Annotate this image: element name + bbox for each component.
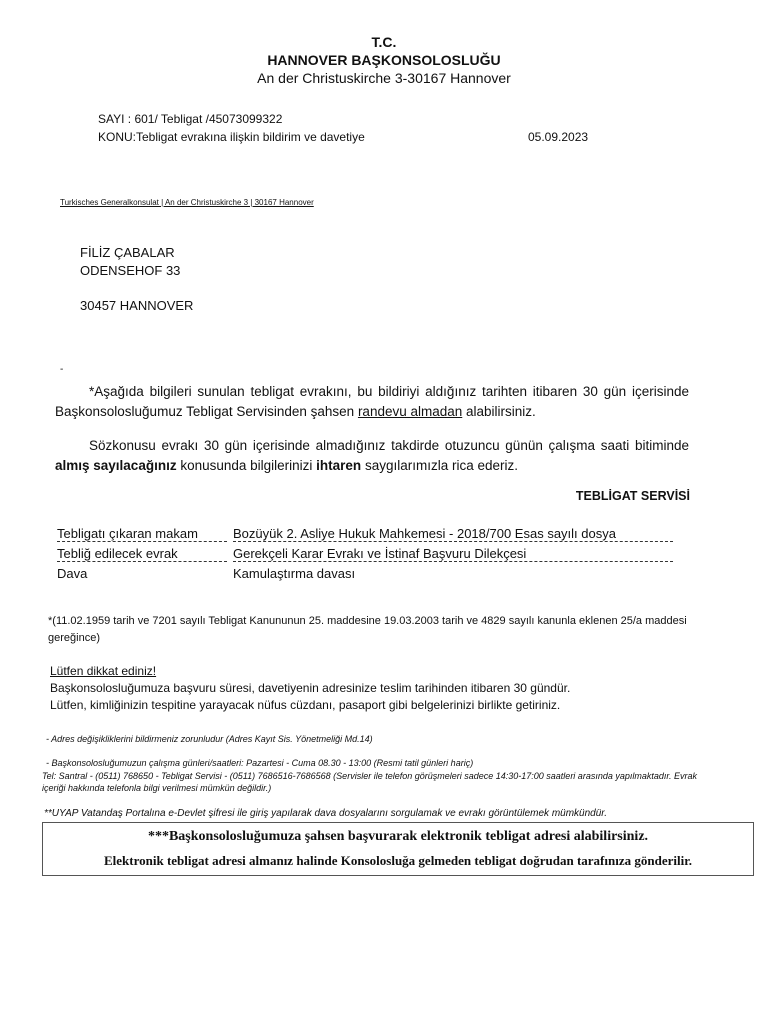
- detail-value-issuer: Bozüyük 2. Asliye Hukuk Mahkemesi - 2018/700 Esas sayılı dosya: [233, 526, 673, 542]
- legal-footnote: *(11.02.1959 tarih ve 7201 sayılı Tebligat Kanununun 25. maddesine 19.03.2003 tarih ve 4829 sayılı kanunla eklenen 25/a maddesi gereğince): [48, 615, 687, 644]
- notice-line-2: Lütfen, kimliğinizin tespitine yarayacak nüfus cüzdanı, pasaport gibi belgelerinizi birlikte getiriniz.: [50, 698, 561, 712]
- recipient-city: 30457 HANNOVER: [80, 298, 194, 313]
- paragraph-deadline: Sözkonusu evrakı 30 gün içerisinde almadığınız takdirde otuzuncu günün çalışma saati bitiminde almış sayılacağınız konusunda bilgilerinizi ihtaren saygılarımızla rica ederiz.: [55, 438, 689, 473]
- phone-note: Tel: Santral - (0511) 768650 - Tebligat Servisi - (0511) 7686516-7686568 (Servisler ile telefon görüşmeleri sadece 14:30-17:00 saatleri arasında yapılmaktadır. Evrak içeriği hakkında telefonla bilgi verilmesi mümkün değildir.): [42, 771, 698, 793]
- electronic-notice-box: [42, 822, 754, 876]
- consulate-address: An der Christuskirche 3-30167 Hannover: [257, 70, 511, 86]
- signature-service: TEBLİGAT SERVİSİ: [575, 489, 690, 503]
- paragraph-pickup: *Aşağıda bilgileri sunulan tebligat evrakını, bu bildiriyi aldığınız tarihten itibaren 30 gün içerisinde Başkonsolosluğumuz Tebligat Servisinden şahsen randevu almadan alabilirsiniz.: [55, 384, 689, 419]
- recipient-name: FİLİZ ÇABALAR: [80, 245, 175, 260]
- detail-label-document: Tebliğ edilecek evrak: [57, 546, 227, 562]
- no-appointment-text: randevu almadan: [357, 404, 463, 419]
- reference-number: SAYI : 601/ Tebligat /45073099322: [98, 112, 283, 126]
- box-line-1: ***Başkonsolosluğumuza şahsen başvurarak elektronik tebligat adresi alabilirsiniz.: [147, 829, 649, 844]
- notice-line-1: Başkonsolosluğumuza başvuru süresi, davetiyenin adresinize teslim tarihinden itibaren 30 gündür.: [50, 681, 571, 695]
- header-tc: T.C.: [371, 34, 397, 50]
- working-hours-note: - Başkonsolosluğumuzun çalışma günleri/saatleri: Pazartesi - Cuma 08.30 - 13:00 (Resmi tatil günleri hariç): [46, 758, 474, 768]
- consulate-name: HANNOVER BAŞKONSOLOSLUĞU: [267, 52, 501, 68]
- subject-line: KONU:Tebligat evrakına ilişkin bildirim ve davetiye: [98, 130, 365, 144]
- address-change-note: - Adres değişikliklerini bildirmeniz zorunludur (Adres Kayıt Sis. Yönetmeliği Md.14): [46, 734, 373, 744]
- document-date: 05.09.2023: [528, 130, 589, 144]
- detail-label-issuer: Tebligatı çıkaran makam: [57, 526, 227, 542]
- margin-mark: -: [60, 364, 64, 375]
- recipient-street: ODENSEHOF 33: [80, 263, 181, 278]
- detail-value-case: Kamulaştırma davası: [233, 566, 356, 581]
- sender-line: Turkisches Generalkonsulat | An der Christuskirche 3 | 30167 Hannover: [60, 198, 314, 207]
- uyap-note: **UYAP Vatandaş Portalına e-Devlet şifresi ile giriş yapılarak dava dosyalarını sorgulamak ve evrakı görüntülemek mümkündür.: [44, 808, 608, 819]
- notice-title: Lütfen dikkat ediniz!: [50, 664, 157, 678]
- box-line-2: Elektronik tebligat adresi almanız halinde Konsolosluğa gelmeden tebligat doğrudan tarafınıza gönderilir.: [103, 853, 693, 868]
- detail-value-document: Gerekçeli Karar Evrakı ve İstinaf Başvuru Dilekçesi: [233, 546, 673, 562]
- detail-label-case: Dava: [57, 566, 88, 581]
